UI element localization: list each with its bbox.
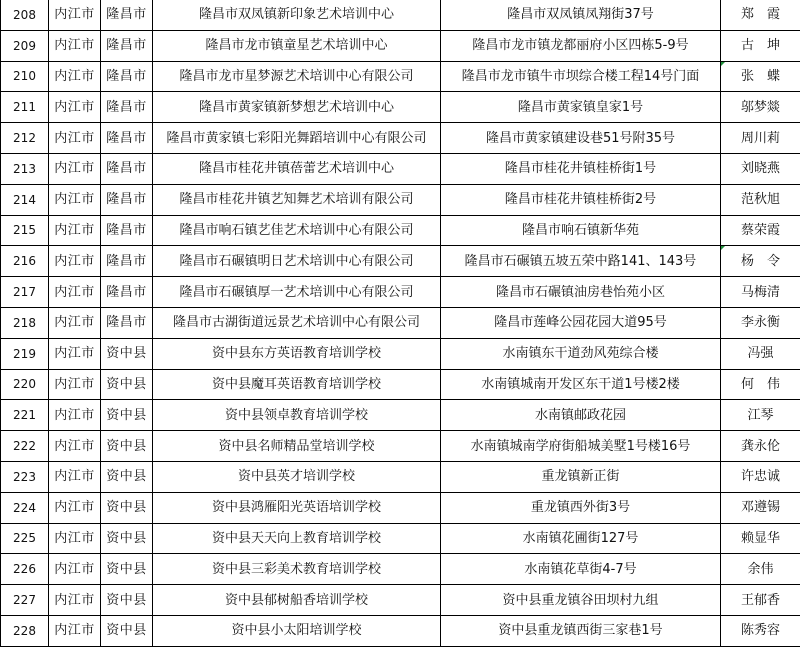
- cell-institution-name[interactable]: 资中县郁树船香培训学校: [153, 585, 441, 616]
- cell-county[interactable]: 资中县: [101, 400, 153, 431]
- cell-county[interactable]: 隆昌市: [101, 61, 153, 92]
- cell-index[interactable]: 225: [1, 523, 49, 554]
- cell-contact-person[interactable]: 余伟: [721, 554, 800, 585]
- cell-institution-name[interactable]: 资中县小太阳培训学校: [153, 615, 441, 646]
- cell-contact-person[interactable]: [721, 246, 800, 277]
- cell-address[interactable]: 水南镇花圃街127号: [441, 523, 721, 554]
- cell-city[interactable]: 内江市: [49, 461, 101, 492]
- cell-city[interactable]: 内江市: [49, 307, 101, 338]
- cell-index[interactable]: 212: [1, 123, 49, 154]
- cell-institution-name[interactable]: 隆昌市古湖街道远景艺术培训中心有限公司: [153, 307, 441, 338]
- cell-address[interactable]: 隆昌市龙市镇牛市坝综合楼工程14号门面: [441, 61, 721, 92]
- cell-city[interactable]: 内江市: [49, 492, 101, 523]
- cell-contact-person[interactable]: [721, 61, 800, 92]
- table-row: [1, 184, 800, 215]
- cell-institution-name[interactable]: 隆昌市双凤镇新印象艺术培训中心: [153, 0, 441, 30]
- table-row: [1, 153, 800, 184]
- cell-contact-person[interactable]: 蔡荣霞: [721, 215, 800, 246]
- cell-institution-name[interactable]: 隆昌市黄家镇七彩阳光舞蹈培训中心有限公司: [153, 123, 441, 154]
- cell-institution-name[interactable]: 资中县天天向上教育培训学校: [153, 523, 441, 554]
- cell-county[interactable]: 资中县: [101, 492, 153, 523]
- cell-contact-person[interactable]: 周川莉: [721, 123, 800, 154]
- cell-contact-person[interactable]: 马梅清: [721, 277, 800, 308]
- cell-address[interactable]: 隆昌市石碾镇五坡五荣中路141、143号: [441, 246, 721, 277]
- cell-index[interactable]: 221: [1, 400, 49, 431]
- cell-index[interactable]: 217: [1, 277, 49, 308]
- cell-county[interactable]: 资中县: [101, 585, 153, 616]
- cell-address[interactable]: 隆昌市莲峰公园花园大道95号: [441, 307, 721, 338]
- table-row: [1, 30, 800, 61]
- table-row: [1, 431, 800, 462]
- cell-city[interactable]: 内江市: [49, 61, 101, 92]
- cell-institution-name[interactable]: 资中县鸿雁阳光英语培训学校: [153, 492, 441, 523]
- table-row: [1, 307, 800, 338]
- cell-county[interactable]: 资中县: [101, 338, 153, 369]
- table-row: [1, 585, 800, 616]
- cell-text: 张 蝶: [740, 68, 780, 84]
- table-body: [1, 0, 800, 646]
- cell-contact-person[interactable]: 邓遵锡: [721, 492, 800, 523]
- cell-address[interactable]: 水南镇花草街4-7号: [441, 554, 721, 585]
- cell-address[interactable]: 资中县重龙镇西街三家巷1号: [441, 615, 721, 646]
- cell-city[interactable]: 内江市: [49, 30, 101, 61]
- cell-county[interactable]: 资中县: [101, 615, 153, 646]
- table-row: [1, 554, 800, 585]
- cell-contact-person[interactable]: 古 坤: [721, 30, 800, 61]
- table-row: [1, 277, 800, 308]
- table-row: [1, 61, 800, 92]
- cell-county[interactable]: 隆昌市: [101, 153, 153, 184]
- comment-indicator-icon: [721, 62, 725, 66]
- cell-institution-name[interactable]: 隆昌市石碾镇明日艺术培训中心有限公司: [153, 246, 441, 277]
- table-row: [1, 123, 800, 154]
- cell-city[interactable]: 内江市: [49, 0, 101, 30]
- cell-city[interactable]: 内江市: [49, 369, 101, 400]
- cell-index[interactable]: 216: [1, 246, 49, 277]
- cell-county[interactable]: 资中县: [101, 431, 153, 462]
- cell-contact-person[interactable]: 刘晓燕: [721, 153, 800, 184]
- cell-address[interactable]: 隆昌市双凤镇凤翔街37号: [441, 0, 721, 30]
- table-row: [1, 461, 800, 492]
- cell-address[interactable]: 水南镇城南开发区东干道1号楼2楼: [441, 369, 721, 400]
- cell-county[interactable]: 隆昌市: [101, 0, 153, 30]
- cell-institution-name[interactable]: 隆昌市石碾镇厚一艺术培训中心有限公司: [153, 277, 441, 308]
- cell-county[interactable]: 隆昌市: [101, 30, 153, 61]
- cell-city[interactable]: 内江市: [49, 523, 101, 554]
- cell-contact-person[interactable]: 陈秀容: [721, 615, 800, 646]
- table-row: [1, 492, 800, 523]
- table-row: [1, 400, 800, 431]
- table-row: [1, 0, 800, 30]
- cell-index[interactable]: 215: [1, 215, 49, 246]
- cell-contact-person[interactable]: 王郁香: [721, 585, 800, 616]
- cell-address[interactable]: 隆昌市黄家镇皇家1号: [441, 92, 721, 123]
- cell-city[interactable]: 内江市: [49, 431, 101, 462]
- cell-index[interactable]: 214: [1, 184, 49, 215]
- cell-index[interactable]: 211: [1, 92, 49, 123]
- cell-county[interactable]: 资中县: [101, 523, 153, 554]
- cell-index[interactable]: 227: [1, 585, 49, 616]
- cell-county[interactable]: 隆昌市: [101, 92, 153, 123]
- cell-city[interactable]: 内江市: [49, 400, 101, 431]
- cell-institution-name[interactable]: 资中县东方英语教育培训学校: [153, 338, 441, 369]
- cell-index[interactable]: 213: [1, 153, 49, 184]
- cell-contact-person[interactable]: 邬梦燚: [721, 92, 800, 123]
- cell-county[interactable]: 隆昌市: [101, 277, 153, 308]
- cell-city[interactable]: 内江市: [49, 554, 101, 585]
- table-row: [1, 338, 800, 369]
- cell-address[interactable]: 资中县重龙镇谷田坝村九组: [441, 585, 721, 616]
- cell-county[interactable]: 隆昌市: [101, 246, 153, 277]
- table-row: [1, 615, 800, 646]
- cell-address[interactable]: 隆昌市龙市镇龙都丽府小区四栋5-9号: [441, 30, 721, 61]
- table-row: [1, 523, 800, 554]
- cell-address[interactable]: 隆昌市桂花井镇桂桥街2号: [441, 184, 721, 215]
- cell-address[interactable]: 隆昌市响石镇新华苑: [441, 215, 721, 246]
- cell-index[interactable]: 209: [1, 30, 49, 61]
- cell-address[interactable]: 隆昌市桂花井镇桂桥街1号: [441, 153, 721, 184]
- cell-institution-name[interactable]: 资中县魔耳英语教育培训学校: [153, 369, 441, 400]
- cell-index[interactable]: 226: [1, 554, 49, 585]
- cell-address[interactable]: 隆昌市石碾镇油房巷怡苑小区: [441, 277, 721, 308]
- cell-institution-name[interactable]: 隆昌市龙市星梦源艺术培训中心有限公司: [153, 61, 441, 92]
- cell-county[interactable]: 隆昌市: [101, 123, 153, 154]
- cell-contact-person[interactable]: 郑 霞: [721, 0, 800, 30]
- cell-index[interactable]: 208: [1, 0, 49, 30]
- cell-address[interactable]: 水南镇东干道劲风苑综合楼: [441, 338, 721, 369]
- cell-contact-person[interactable]: 许忠诚: [721, 461, 800, 492]
- cell-city[interactable]: 内江市: [49, 246, 101, 277]
- cell-index[interactable]: 224: [1, 492, 49, 523]
- cell-index[interactable]: 223: [1, 461, 49, 492]
- cell-contact-person[interactable]: 龚永伦: [721, 431, 800, 462]
- cell-city[interactable]: 内江市: [49, 184, 101, 215]
- cell-county[interactable]: 资中县: [101, 369, 153, 400]
- cell-institution-name[interactable]: 资中县名师精品堂培训学校: [153, 431, 441, 462]
- cell-institution-name[interactable]: 隆昌市桂花井镇艺知舞艺术培训有限公司: [153, 184, 441, 215]
- table-row: [1, 92, 800, 123]
- cell-address[interactable]: 水南镇城南学府街船城美墅1号楼16号: [441, 431, 721, 462]
- table-row: [1, 246, 800, 277]
- table-row: [1, 215, 800, 246]
- cell-address[interactable]: 水南镇邮政花园: [441, 400, 721, 431]
- cell-institution-name[interactable]: 隆昌市龙市镇童星艺术培训中心: [153, 30, 441, 61]
- cell-text: 杨 令: [740, 253, 780, 269]
- cell-contact-person[interactable]: 赖显华: [721, 523, 800, 554]
- cell-institution-name[interactable]: 资中县领卓教育培训学校: [153, 400, 441, 431]
- cell-city[interactable]: 内江市: [49, 585, 101, 616]
- cell-county[interactable]: 资中县: [101, 461, 153, 492]
- cell-index[interactable]: 210: [1, 61, 49, 92]
- cell-address[interactable]: 隆昌市黄家镇建设巷51号附35号: [441, 123, 721, 154]
- cell-index[interactable]: 220: [1, 369, 49, 400]
- cell-contact-person[interactable]: 何 伟: [721, 369, 800, 400]
- cell-index[interactable]: 222: [1, 431, 49, 462]
- cell-city[interactable]: 内江市: [49, 92, 101, 123]
- cell-county[interactable]: 隆昌市: [101, 184, 153, 215]
- cell-city[interactable]: 内江市: [49, 215, 101, 246]
- cell-city[interactable]: 内江市: [49, 615, 101, 646]
- cell-institution-name[interactable]: 资中县三彩美术教育培训学校: [153, 554, 441, 585]
- cell-city[interactable]: 内江市: [49, 123, 101, 154]
- cell-address[interactable]: 重龙镇西外街3号: [441, 492, 721, 523]
- cell-institution-name[interactable]: 隆昌市响石镇艺佳艺术培训中心有限公司: [153, 215, 441, 246]
- cell-county[interactable]: 隆昌市: [101, 215, 153, 246]
- cell-contact-person[interactable]: 李永衡: [721, 307, 800, 338]
- cell-index[interactable]: 219: [1, 338, 49, 369]
- cell-institution-name[interactable]: 隆昌市黄家镇新梦想艺术培训中心: [153, 92, 441, 123]
- cell-city[interactable]: 内江市: [49, 277, 101, 308]
- cell-city[interactable]: 内江市: [49, 338, 101, 369]
- cell-institution-name[interactable]: 资中县英才培训学校: [153, 461, 441, 492]
- cell-city[interactable]: 内江市: [49, 153, 101, 184]
- cell-institution-name[interactable]: 隆昌市桂花井镇蓓蕾艺术培训中心: [153, 153, 441, 184]
- cell-contact-person[interactable]: 范秋旭: [721, 184, 800, 215]
- cell-address[interactable]: 重龙镇新正街: [441, 461, 721, 492]
- table-row: [1, 369, 800, 400]
- cell-index[interactable]: 218: [1, 307, 49, 338]
- comment-indicator-icon: [721, 246, 725, 250]
- cell-index[interactable]: 228: [1, 615, 49, 646]
- cell-contact-person[interactable]: 江琴: [721, 400, 800, 431]
- cell-county[interactable]: 资中县: [101, 554, 153, 585]
- cell-contact-person[interactable]: 冯强: [721, 338, 800, 369]
- cell-county[interactable]: 隆昌市: [101, 307, 153, 338]
